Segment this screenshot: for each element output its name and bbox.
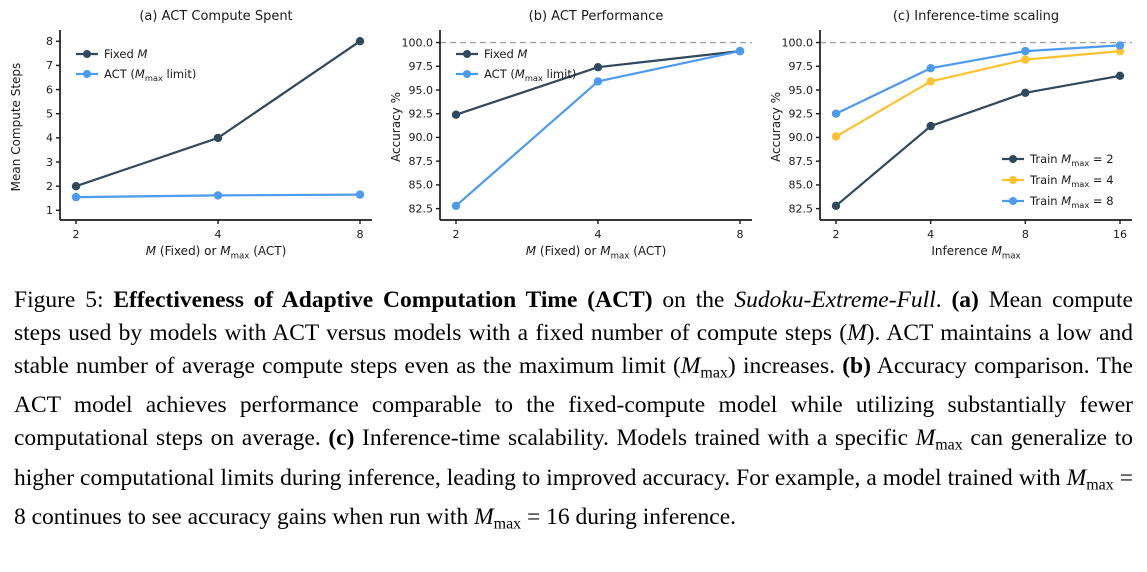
caption-text-segment: M <box>474 504 494 531</box>
data-point-marker <box>72 182 80 190</box>
caption-text-segment: . <box>935 287 952 313</box>
y-tick-label: 100.0 <box>781 36 813 50</box>
caption-text-segment: Inference-time scalability. Models trained with a specific <box>354 425 916 452</box>
y-tick-label: 92.5 <box>788 107 813 121</box>
data-point-marker <box>356 190 364 198</box>
data-point-marker <box>927 64 935 72</box>
caption-text-segment: M <box>915 425 936 452</box>
legend-marker-dot <box>1009 176 1017 184</box>
chart-title: (b) ACT Performance <box>528 9 664 24</box>
x-tick-label: 8 <box>356 228 364 241</box>
chart-title: (a) ACT Compute Spent <box>139 9 293 24</box>
x-tick-label: 2 <box>72 228 80 241</box>
caption-text-segment: M <box>680 353 701 379</box>
data-point-marker <box>214 134 222 142</box>
data-point-marker <box>736 47 744 55</box>
x-axis-label: M (Fixed) or $M_{max}$ (ACT) <box>145 244 287 262</box>
x-tick-label: 4 <box>214 228 222 241</box>
legend-label: Train $M_{max} = 8$ <box>1030 193 1114 211</box>
chart-c-inference-time-scaling <box>766 4 1142 272</box>
y-tick-label: 2 <box>46 179 53 193</box>
y-tick-label: 92.5 <box>408 107 433 121</box>
data-point-marker <box>1116 41 1124 49</box>
legend-label: Fixed M <box>104 46 148 61</box>
y-axis-label: Accuracy % <box>769 91 783 163</box>
y-tick-label: 6 <box>46 83 53 97</box>
y-tick-label: 90.0 <box>408 131 433 145</box>
y-tick-label: 100.0 <box>401 36 433 50</box>
y-tick-label: 82.5 <box>788 202 813 216</box>
caption-text-segment: M <box>1066 464 1087 491</box>
y-tick-label: 97.5 <box>788 60 813 74</box>
chart-b-act-performance <box>386 4 762 272</box>
chart-a-act-compute-spent <box>6 4 382 272</box>
legend-marker-dot <box>1009 155 1017 163</box>
caption-text-segment: Mean compute steps used by models with ACT versus models with a fixed number of compute steps ( <box>14 287 1133 346</box>
y-tick-label: 95.0 <box>408 83 433 97</box>
y-tick-label: 8 <box>46 35 53 49</box>
legend-label: Fixed M <box>484 46 528 61</box>
y-axis-label: Accuracy % <box>389 91 403 163</box>
caption-text-segment: Effectiveness of Adaptive Computation Time (ACT) <box>113 287 653 313</box>
chart-c-svg <box>766 4 1142 272</box>
caption-text-segment: max <box>493 515 522 533</box>
data-point-marker <box>72 193 80 201</box>
figure-charts-row <box>0 0 1147 272</box>
caption-text-segment: M <box>847 320 867 346</box>
caption-text-segment: (a) <box>951 287 979 313</box>
data-point-marker <box>594 63 602 71</box>
y-tick-label: 90.0 <box>788 131 813 145</box>
data-point-marker <box>1021 55 1029 63</box>
data-point-marker <box>927 77 935 85</box>
data-point-marker <box>1021 47 1029 55</box>
caption-text-segment: (b) <box>842 353 871 379</box>
x-tick-label: 2 <box>452 228 460 241</box>
caption-text-segment: max <box>700 364 728 382</box>
legend-label: ACT ($M_{max}$ limit) <box>104 66 197 84</box>
x-tick-label: 4 <box>594 228 602 241</box>
series-line <box>76 41 360 186</box>
y-tick-label: 95.0 <box>788 83 813 97</box>
y-tick-label: 7 <box>46 59 53 73</box>
caption-text-segment: ) increases. <box>727 353 843 379</box>
data-point-marker <box>452 202 460 210</box>
x-tick-label: 4 <box>927 228 935 241</box>
caption-text-segment: = 8 continues to see accuracy gains when run with <box>14 464 1133 531</box>
caption-text-segment: Figure 5: <box>14 287 114 313</box>
legend-marker-dot <box>1009 197 1017 205</box>
y-tick-label: 82.5 <box>408 202 433 216</box>
x-tick-label: 8 <box>1021 228 1029 241</box>
x-axis-label: M (Fixed) or $M_{max}$ (ACT) <box>525 244 667 262</box>
legend-label: Train $M_{max} = 2$ <box>1030 151 1114 169</box>
data-point-marker <box>927 122 935 130</box>
caption-text-segment: (c) <box>328 425 355 452</box>
legend-marker-dot <box>463 50 471 58</box>
data-point-marker <box>214 191 222 199</box>
y-tick-label: 87.5 <box>408 154 433 168</box>
x-tick-label: 16 <box>1113 228 1127 241</box>
chart-b-svg <box>386 4 762 272</box>
y-tick-label: 1 <box>46 204 53 218</box>
caption-text-segment: = 16 during inference. <box>521 504 737 531</box>
legend-label: Train $M_{max} = 4$ <box>1030 172 1114 190</box>
x-tick-label: 2 <box>832 228 840 241</box>
data-point-marker <box>832 110 840 118</box>
y-tick-label: 97.5 <box>408 60 433 74</box>
y-tick-label: 87.5 <box>788 154 813 168</box>
data-point-marker <box>1021 89 1029 97</box>
legend-marker-dot <box>83 70 91 78</box>
legend-marker-dot <box>463 70 471 78</box>
caption-text-segment: ). ACT maintains a low and stable number of average compute steps even as the maximum limit ( <box>14 320 1133 379</box>
data-point-marker <box>832 132 840 140</box>
legend-marker-dot <box>83 50 91 58</box>
caption-text-segment: can generalize to higher computational limits during inference, leading to improved accuracy. For example, a model trained with <box>14 425 1134 491</box>
y-tick-label: 85.0 <box>788 178 813 192</box>
y-tick-label: 5 <box>46 107 53 121</box>
y-tick-label: 3 <box>46 155 53 169</box>
data-point-marker <box>832 202 840 210</box>
data-point-marker <box>1116 72 1124 80</box>
caption-text-segment: on the <box>652 287 735 313</box>
y-axis-label: Mean Compute Steps <box>9 62 23 192</box>
data-point-marker <box>356 37 364 45</box>
y-tick-label: 4 <box>46 131 53 145</box>
data-point-marker <box>594 77 602 85</box>
x-tick-label: 8 <box>736 228 744 241</box>
caption-text-segment: max <box>1086 476 1114 494</box>
data-point-marker <box>452 111 460 119</box>
caption-text-segment: Sudoku-Extreme-Full <box>734 287 936 313</box>
chart-a-svg <box>6 4 382 272</box>
caption-text-segment: Accuracy comparison. The ACT model achieves performance comparable to the fixed-compute model while utilizing substantially fewer computational steps on average. <box>14 353 1133 452</box>
x-axis-label: Inference $M_{max}$ <box>931 244 1021 262</box>
legend-label: ACT ($M_{max}$ limit) <box>484 66 577 84</box>
y-tick-label: 85.0 <box>408 178 433 192</box>
chart-title: (c) Inference-time scaling <box>892 9 1060 24</box>
figure-caption <box>0 272 1147 541</box>
caption-text-segment: max <box>935 436 963 454</box>
